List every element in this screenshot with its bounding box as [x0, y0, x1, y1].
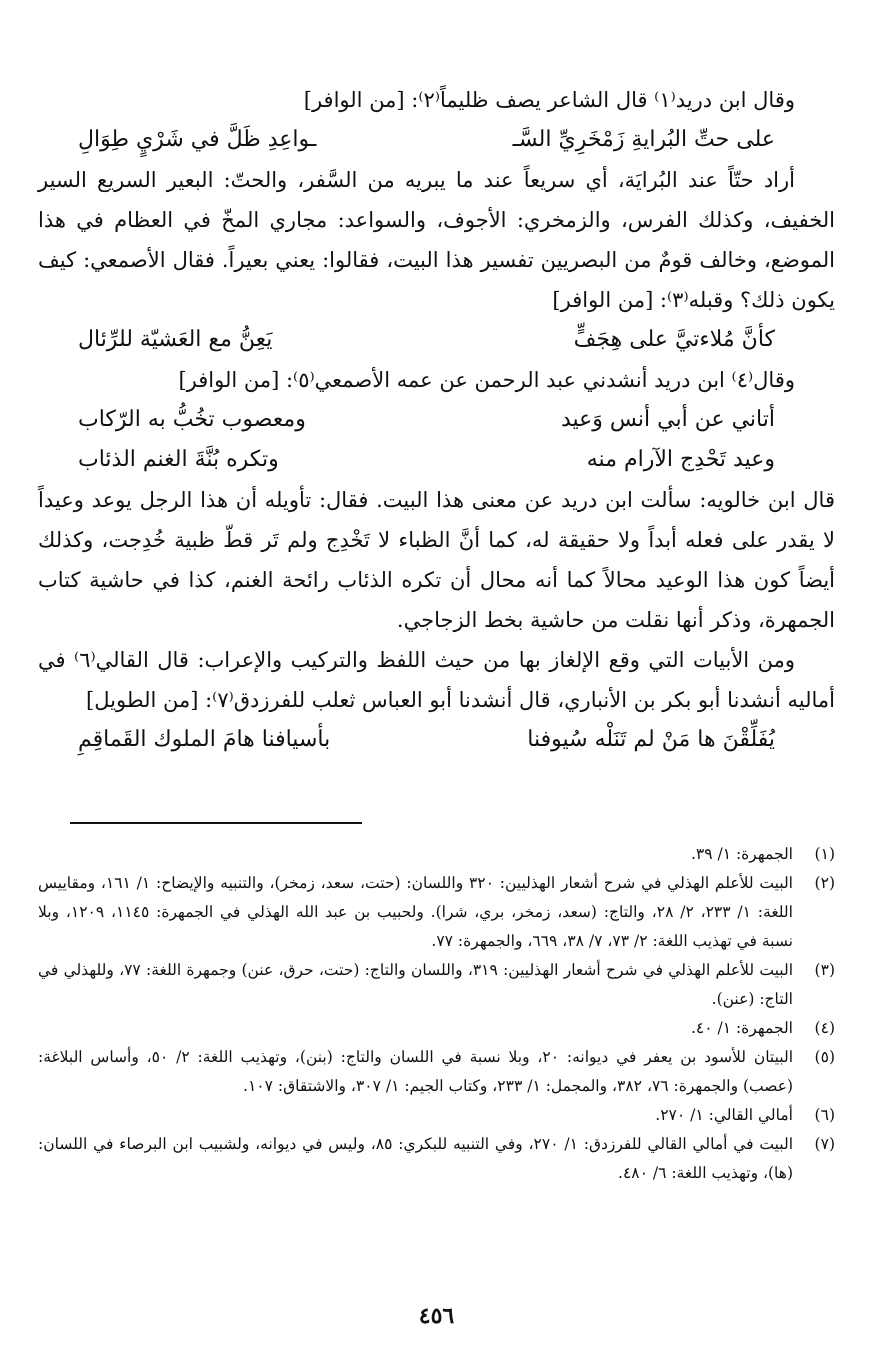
verse-second-hemistich: يَعِنُّ مع العَشيّة للرِّئال [78, 327, 273, 352]
paragraph-ibn-khalawayh: قال ابن خالويه: سألت ابن دريد عن معنى هذا البيت. فقال: تأويله أن هذا الرجل يوعد وعيداً لا يقدر على فعله أبداً ولا حقيقة له، كما أنَّ الظباء لا تَخْدِج ولم تَر قطّ ظبية خُدِجت، وكذلك أيضاً كون هذا الوعيد محالاً كما أنه محال أن تكره الذئاب رائحة الغنم، كذا في حاشية كتاب الجمهرة، وذكر أنها نقلت من حاشية بخط الزجاجي. [38, 488, 835, 632]
verse-line-1 [38, 120, 835, 160]
footnote-number: (٣) [814, 961, 835, 979]
footnote-text: أمالي القالي: ١/ ٢٧٠. [655, 1106, 793, 1124]
footnote-number: (٤) [814, 1019, 835, 1037]
footnote-6 [38, 1101, 835, 1130]
footnote-number: (٢) [814, 874, 835, 892]
footnote-number: (١) [814, 845, 835, 863]
footnote-separator [70, 822, 362, 824]
page-number: ٤٥٦ [418, 1303, 455, 1329]
footnote-7 [38, 1130, 835, 1188]
paragraph-intro: وقال ابن دريد⁽١⁾ قال الشاعر يصف ظليماً⁽٢⁾: [من الوافر] [303, 88, 795, 112]
verse-first-hemistich: يُفَلِّقْنَ ها مَنْ لم تَنَلْه سُيوفنا [527, 727, 775, 752]
verse-line-3 [38, 400, 835, 440]
verse-line-5 [38, 720, 835, 760]
footnote-3 [38, 956, 835, 1014]
footnote-text: الجمهرة: ١/ ٣٩. [690, 845, 793, 863]
footnote-text: البيت للأعلم الهذلي في شرح أشعار الهذليين: ٣٢٠ واللسان: (حتت، سعد، زمخر)، والتنبيه والإيضاح: ١/ ١٦١، ومقاييس اللغة: ١/ ٢٣٣، ٢/ ٢٨، والتاج: (سعد، زمخر، بري، شرا). ولحبيب بن عبد الله الهذلي في الجمهرة: ١١٤٥، ١٢٠٩، وبلا نسبة في تهذيب اللغة: ٢/ ٧٣، ٧/ ٣٨، ٦٦٩، والجمهرة: ٧٧. [38, 874, 793, 950]
footnote-number: (٧) [814, 1135, 835, 1153]
paragraph-explanation: أراد حتّاً عند البُرايَة، أي سريعاً عند ما يبريه من السَّفر، والحتّ: البعير السريع السير الخفيف، وكذلك الفرس، والزمخري: الأجوف، والسواعد: مجاري المخّ في العظام في هذا الموضع، وخالف قومٌ من البصريين تفسير هذا البيت، فقالوا: يعني بعيراً. فقال الأصمعي: كيف يكون ذلك؟ وقبله⁽٣⁾: [من الوافر] [38, 168, 835, 312]
footnote-number: (٥) [814, 1048, 835, 1066]
verse-first-hemistich: على حتِّ البُرايةِ زَمْخَرِيِّ السَّـ [512, 127, 775, 152]
verse-line-4 [38, 440, 835, 480]
verse-second-hemistich: ومعصوب تخُبُّ به الرّكاب [78, 407, 306, 432]
footnote-text: البيت في أمالي القالي للفرزدق: ١/ ٢٧٠، وفي التنبيه للبكري: ٨٥، وليس في ديوانه، ولشبيب ابن البرصاء في اللسان: (ها)، وتهذيب اللغة: ٦/ ٤٨٠. [38, 1135, 793, 1182]
footnote-4 [38, 1014, 835, 1043]
footnote-5 [38, 1043, 835, 1101]
verse-second-hemistich: وتكره بُنَّةَ الغنم الذئاب [78, 447, 279, 472]
main-text [38, 80, 835, 760]
footnote-1 [38, 840, 835, 869]
footnote-text: البيت للأعلم الهذلي في شرح أشعار الهذليين: ٣١٩، واللسان والتاج: (حتت، حرق، عنن) وجمهرة اللغة: ٧٧، وللهذلي في التاج: (عنن). [38, 961, 793, 1008]
footnote-number: (٦) [814, 1106, 835, 1124]
verse-first-hemistich: أتاني عن أبي أنس وَعيد [560, 407, 775, 432]
verse-line-2 [38, 320, 835, 360]
footnote-text: البيتان للأسود بن يعفر في ديوانه: ٢٠، وبلا نسبة في اللسان والتاج: (بنن)، وتهذيب اللغة: ٢/ ٥٠، وأساس البلاغة: (عصب) والجمهرة: ٧٦، ٣٨٢، والمجمل: ١/ ٢٣٣، وكتاب الجيم: ١/ ٣٠٧، والاشتقاق: ١٠٧. [38, 1048, 793, 1095]
verse-first-hemistich: وعيد تَحْدِج الآرام منه [586, 447, 775, 472]
footnote-2 [38, 869, 835, 956]
verse-second-hemistich: بأسيافنا هامَ الملوك القَماقِمِ [78, 727, 331, 752]
paragraph-riddles: ومن الأبيات التي وقع الإلغاز بها من حيث اللفظ والتركيب والإعراب: قال القالي⁽٦⁾ في أماليه أنشدنا أبو بكر بن الأنباري، قال أنشدنا أبو العباس ثعلب للفرزدق⁽٧⁾: [من الطويل] [38, 648, 835, 712]
footnote-text: الجمهرة: ١/ ٤٠. [690, 1019, 793, 1037]
verse-first-hemistich: كأنَّ مُلاءتيَّ على هِجَفٍّ [573, 327, 775, 352]
footnotes [38, 840, 835, 1188]
verse-second-hemistich: ـواعِدِ ظَلَّ في شَرْيٍ طِوَالِ [78, 127, 317, 152]
paragraph-asmai: وقال⁽٤⁾ ابن دريد أنشدني عبد الرحمن عن عمه الأصمعي⁽٥⁾: [من الوافر] [178, 368, 795, 392]
